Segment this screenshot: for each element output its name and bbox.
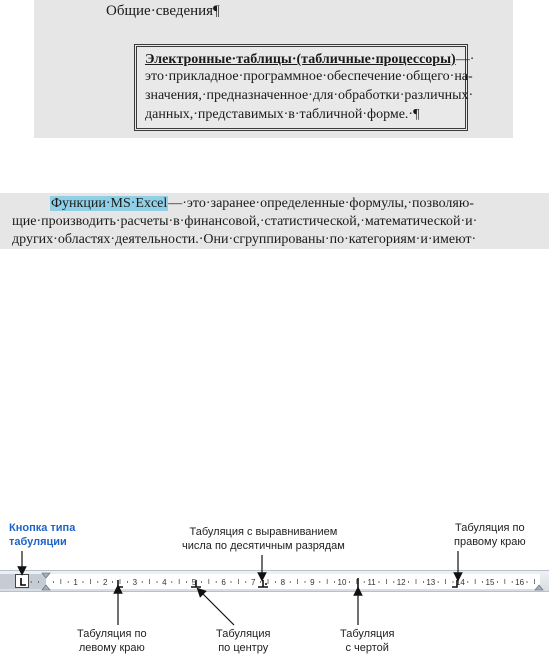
ruler-number: 11 (367, 578, 376, 587)
ruler-number: 10 (337, 578, 347, 587)
definition-term: Электронные·таблицы·(табличные·процессоры) (145, 52, 456, 67)
decimal-tab-dot (265, 583, 267, 585)
center-tab-caption (216, 627, 270, 655)
tab-type-button-caption (9, 521, 75, 549)
definition-dash: —· (455, 52, 475, 67)
ruler-number: 14 (455, 578, 465, 587)
decimal-tab-caption (182, 525, 345, 553)
tab-type-selector-button[interactable] (15, 574, 29, 588)
document-page-fragment-2 (0, 193, 549, 249)
horizontal-ruler[interactable] (0, 570, 549, 592)
ruler-number: 8 (280, 578, 286, 587)
caption-line: с чертой (345, 642, 389, 654)
arrow-to-center-tab (200, 591, 234, 625)
ruler-number: 12 (396, 578, 406, 587)
ruler-number: 5 (191, 578, 197, 587)
left-tab-icon (16, 575, 30, 589)
ruler-number: 9 (310, 578, 315, 587)
caption-line: по центру (218, 642, 269, 654)
ruler-number: 1 (73, 578, 78, 587)
caption-line: Табуляция (340, 628, 395, 640)
caption-line: Табуляция (216, 628, 271, 640)
ruler-number: 13 (426, 578, 436, 587)
ruler-number: 6 (221, 578, 226, 587)
caption-line: табуляции (9, 536, 67, 548)
ruler-number: 2 (102, 578, 108, 587)
paragraph-line-2: щие·производить·расчеты·в·финансовой,·статистической,·математической·и· (12, 214, 478, 229)
section-heading: Общие·сведения¶ (106, 3, 220, 19)
caption-line: левому краю (78, 642, 145, 654)
framed-definition-box (134, 44, 475, 131)
caption-line: Табуляция с выравниванием (189, 526, 338, 538)
ruler-number: 3 (132, 578, 138, 587)
right-tab-caption (454, 521, 526, 549)
caption-line: числа по десятичным разрядам (182, 540, 345, 552)
definition-line-1 (145, 51, 474, 68)
ruler-scale (0, 571, 549, 593)
left-tab-caption (77, 627, 147, 655)
highlighted-term: Функции·MS·Excel (51, 196, 168, 211)
definition-line-3: значения,·предназначенное·для·обработки·различных· (145, 88, 474, 103)
caption-line: правому краю (454, 536, 526, 548)
ruler-number: 7 (250, 578, 256, 587)
ruler-number: 15 (485, 578, 495, 587)
caption-line: Табуляция по (455, 522, 525, 534)
definition-line-4: данных,·представимых·в·табличной·форме.·¶ (145, 107, 420, 122)
paragraph-line-1 (50, 195, 474, 213)
caption-line: Кнопка типа (9, 522, 76, 534)
definition-line-2: это·прикладное·программное·обеспечение·общего·на- (145, 69, 473, 84)
document-page-fragment-1 (34, 0, 513, 138)
ruler-number: 4 (162, 578, 167, 587)
paragraph-line-3: других·областях·деятельности.·Они·сгруппированы·по·категориям·и·имеют· (12, 232, 477, 247)
caption-line: Табуляция по (77, 628, 147, 640)
ruler-number: 16 (515, 578, 525, 587)
paragraph-line-1-tail: —·это·заранее·определенные·формулы,·позволяю- (168, 196, 474, 211)
bar-tab-caption (340, 627, 394, 655)
